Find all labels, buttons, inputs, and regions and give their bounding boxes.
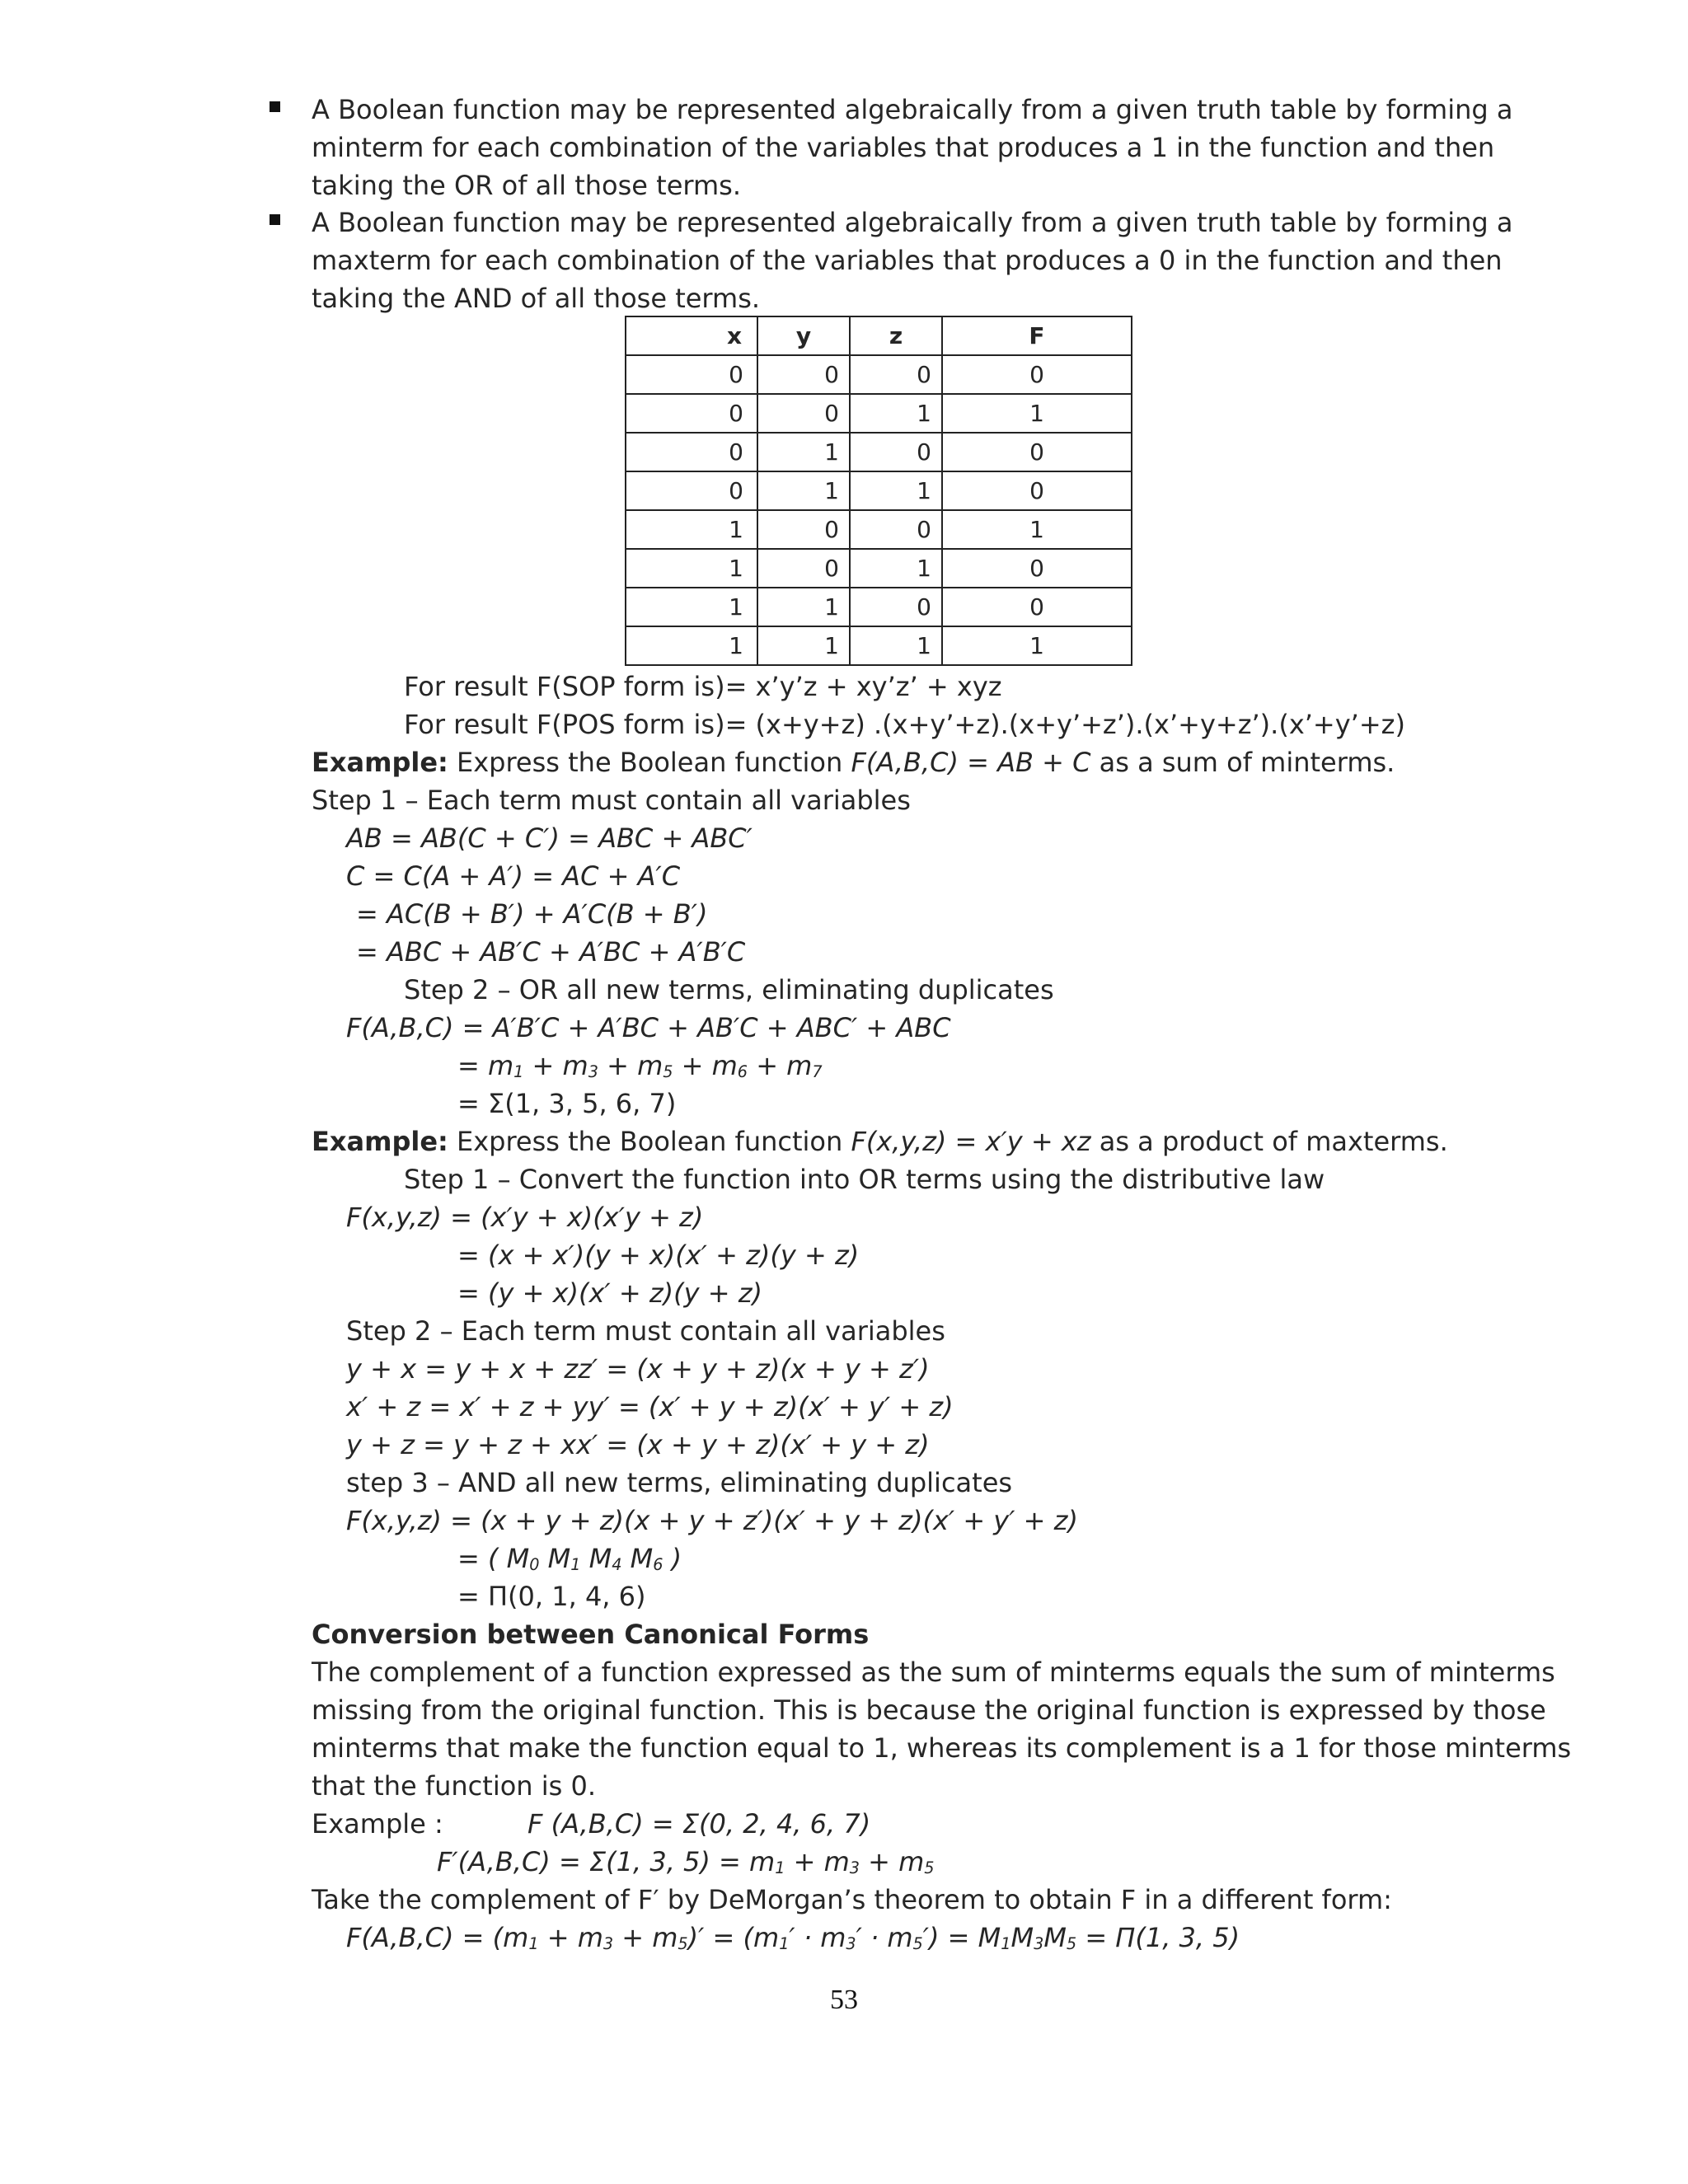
cell-z: 0 [850, 355, 942, 394]
header-z: z [850, 316, 942, 355]
cell-y: 0 [757, 549, 850, 588]
cell-y: 1 [757, 588, 850, 626]
sop-result: For result F(SOP form is)= x’y’z + xy’z’ + xyz [404, 671, 1002, 702]
truth-table-row [626, 394, 1132, 433]
cell-z: 1 [850, 394, 942, 433]
conversion-heading: Conversion between Canonical Forms [312, 1619, 870, 1650]
conversion-para-line-2: missing from the original function. This is because the original function is expressed by those [312, 1694, 1546, 1726]
example-2-line-1: F(x,y,z) = (x′y + x)(x′y + z) [346, 1202, 704, 1233]
bullet-2-line-1: A Boolean function may be represented algebraically from a given truth table by forming a [312, 207, 1513, 238]
example-text: as a sum of minterms. [1090, 747, 1395, 778]
cell-y: 0 [757, 394, 850, 433]
cell-f: 1 [942, 626, 1132, 665]
conversion-example-f: F (A,B,C) = Σ(0, 2, 4, 6, 7) [528, 1808, 871, 1840]
cell-f: 1 [942, 510, 1132, 549]
truth-table-row [626, 471, 1132, 510]
example-1-step-1: Step 1 – Each term must contain all variables [312, 785, 911, 816]
example-1-minterms: = $m_1 + m_3 + m_5 + m_6 + m_7$ [457, 1050, 823, 1081]
example-2-step-3: step 3 – AND all new terms, eliminating duplicates [346, 1467, 1013, 1498]
example-1-step-2: Step 2 – OR all new terms, eliminating duplicates [404, 974, 1054, 1005]
example-2-pi: = Π(0, 1, 4, 6) [457, 1581, 646, 1612]
cell-z: 1 [850, 626, 942, 665]
example-function: F(A,B,C) = AB + C [851, 747, 1091, 778]
cell-x: 0 [626, 394, 757, 433]
conversion-example-label: Example : [312, 1808, 443, 1840]
example-2-line-6: y + z = y + z + xx′ = (x + y + z)(x′ + y + z) [346, 1429, 930, 1460]
cell-z: 0 [850, 433, 942, 471]
cell-z: 0 [850, 510, 942, 549]
example-1-line-3: = AC(B + B′) + A′C(B + B′) [356, 898, 708, 930]
truth-table-row [626, 626, 1132, 665]
example-text: Express the Boolean function [448, 747, 851, 778]
bullet-marker [270, 101, 280, 112]
header-f: F [942, 316, 1132, 355]
example-2-heading [312, 1122, 1448, 1160]
cell-y: 1 [757, 626, 850, 665]
example-1-line-2: C = C(A + A′) = AC + A′C [346, 860, 681, 892]
bullet-1-line-2: minterm for each combination of the variables that produces a 1 in the function and then [312, 132, 1495, 163]
cell-z: 0 [850, 588, 942, 626]
cell-x: 1 [626, 510, 757, 549]
example-2-line-3: = (y + x)(x′ + z)(y + z) [457, 1277, 762, 1309]
cell-x: 1 [626, 549, 757, 588]
example-label: Example: [312, 1126, 448, 1157]
fprime-text: F′(A,B,C) = Σ(1, 3, 5) = [437, 1846, 750, 1877]
example-1-sigma: = Σ(1, 3, 5, 6, 7) [457, 1088, 677, 1119]
truth-table-row [626, 510, 1132, 549]
conversion-para-line-3: minterms that make the function equal to 1, whereas its complement is a 1 for those minterms [312, 1732, 1572, 1764]
prefix: = [457, 1050, 488, 1081]
cell-f: 0 [942, 549, 1132, 588]
truth-table-row [626, 433, 1132, 471]
cell-f: 0 [942, 433, 1132, 471]
example-1-line-5: F(A,B,C) = A′B′C + A′BC + AB′C + ABC′ + ABC [346, 1012, 951, 1043]
header-x: x [626, 316, 757, 355]
example-text: Express the Boolean function [448, 1126, 851, 1157]
cell-y: 1 [757, 433, 850, 471]
example-2-line-2: = (x + x′)(y + x)(x′ + z)(y + z) [457, 1240, 860, 1271]
cell-f: 0 [942, 471, 1132, 510]
example-2-line-5: x′ + z = x′ + z + yy′ = (x′ + y + z)(x′ + y′ + z) [346, 1391, 954, 1422]
conversion-demorgan-line: $F(A,B,C) = (m_1 + m_3 + m_5)' = (m_1' \cdot m_3' \cdot m_5') = M_1M_3M_5 = \Pi(1$, 3, 5) [346, 1922, 1240, 1953]
example-2-line-7: F(x,y,z) = (x + y + z)(x + y + z′)(x′ + y + z)(x′ + y′ + z) [346, 1505, 1078, 1536]
cell-y: 0 [757, 355, 850, 394]
cell-f: 1 [942, 394, 1132, 433]
conversion-para-line-1: The complement of a function expressed as the sum of minterms equals the sum of minterms [312, 1657, 1555, 1688]
cell-y: 1 [757, 471, 850, 510]
cell-x: 1 [626, 588, 757, 626]
truth-table-row [626, 588, 1132, 626]
example-2-step-2: Step 2 – Each term must contain all variables [346, 1315, 945, 1347]
cell-x: 0 [626, 471, 757, 510]
example-2-line-4: y + x = y + x + zz′ = (x + y + z)(x + y + z′) [346, 1353, 930, 1385]
example-function: F(x,y,z) = x′y + xz [851, 1126, 1091, 1157]
example-label: Example: [312, 747, 448, 778]
cell-f: 0 [942, 588, 1132, 626]
cell-z: 1 [850, 471, 942, 510]
cell-f: 0 [942, 355, 1132, 394]
bullet-1-line-3: taking the OR of all those terms. [312, 170, 741, 201]
bullet-1-line-1: A Boolean function may be represented algebraically from a given truth table by forming a [312, 94, 1513, 125]
cell-x: 1 [626, 626, 757, 665]
pos-result: For result F(POS form is)= (x+y+z) .(x+y’+z).(x+y’+z’).(x’+y+z’).(x’+y’+z) [404, 709, 1405, 740]
bullet-marker [270, 214, 280, 225]
bullet-2-line-3: taking the AND of all those terms. [312, 283, 761, 314]
example-1-line-4: = ABC + AB′C + A′BC + A′B′C [356, 936, 746, 968]
cell-x: 0 [626, 355, 757, 394]
bullet-2-line-2: maxterm for each combination of the variables that produces a 0 in the function and then [312, 245, 1503, 276]
truth-table [625, 316, 1132, 666]
cell-z: 1 [850, 549, 942, 588]
header-y: y [757, 316, 850, 355]
cell-y: 0 [757, 510, 850, 549]
truth-table-row [626, 355, 1132, 394]
page-number: 53 [830, 1985, 858, 2015]
example-1-line-1: AB = AB(C + C′) = ABC + ABC′ [346, 823, 753, 854]
conversion-take-complement: Take the complement of F′ by DeMorgan’s theorem to obtain F in a different form: [312, 1884, 1392, 1915]
example-2-step-1: Step 1 – Convert the function into OR terms using the distributive law [404, 1164, 1325, 1195]
conversion-example-fprime: F′(A,B,C) = Σ(1, 3, $5) = m_1 + m_3 + m_5$ [437, 1846, 935, 1877]
conversion-para-line-4: that the function is 0. [312, 1770, 596, 1802]
truth-table-header [626, 316, 1132, 355]
example-text: as a product of maxterms. [1090, 1126, 1448, 1157]
example-1-heading [312, 743, 1395, 781]
cell-x: 0 [626, 433, 757, 471]
truth-table-row [626, 549, 1132, 588]
example-2-maxterms: = ( $M_0$ $M_1$ $M_4$ $M_6$ ) [457, 1543, 682, 1574]
